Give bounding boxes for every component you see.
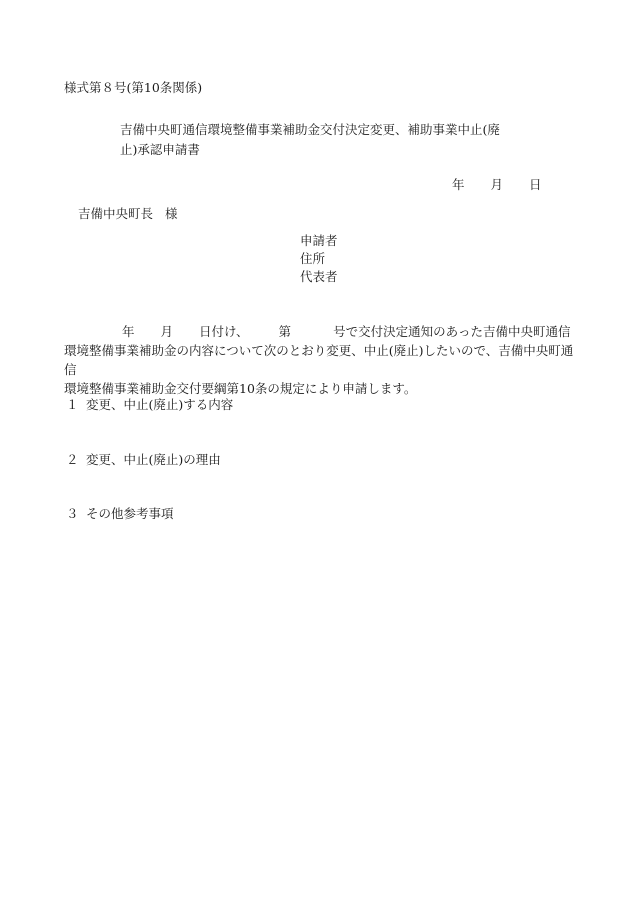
addressee xyxy=(78,206,178,222)
body-line-3: 環境整備事業補助金交付要綱第10条の規定により申請します。 xyxy=(64,381,417,396)
body-month: 月 xyxy=(160,324,174,339)
date-line xyxy=(452,177,542,193)
body-no-prefix: 第 xyxy=(278,324,292,339)
application-body xyxy=(64,322,576,398)
addressee-honorific: 様 xyxy=(165,206,178,221)
section-item-3 xyxy=(66,506,174,522)
section-item-2 xyxy=(66,452,221,468)
document-title xyxy=(120,120,500,160)
applicant-label: 申請者 xyxy=(300,233,338,248)
body-day-suffix: 日付け、 xyxy=(199,324,249,339)
address-label: 住所 xyxy=(300,251,326,266)
date-year-label: 年 xyxy=(452,177,465,192)
body-line-1 xyxy=(64,322,576,341)
addressee-name: 吉備中央町長 xyxy=(78,206,154,221)
section-label: 変更、中止(廃止)する内容 xyxy=(86,397,234,412)
body-year: 年 xyxy=(122,324,135,339)
section-item-1 xyxy=(66,397,233,413)
body-no-suffix: 号で交付決定通知のあった吉備中央町通信 xyxy=(333,324,571,339)
title-line-2: 止)承認申請書 xyxy=(120,142,200,157)
representative-label: 代表者 xyxy=(300,269,338,284)
section-number: ２ xyxy=(66,452,79,467)
section-number: １ xyxy=(66,397,79,412)
applicant-block xyxy=(300,232,338,286)
date-month-label: 月 xyxy=(490,177,504,192)
title-line-1: 吉備中央町通信環境整備事業補助金交付決定変更、補助事業中止(廃 xyxy=(120,122,500,137)
body-line-2: 環境整備事業補助金の内容について次のとおり変更、中止(廃止)したいので、吉備中央町通信 xyxy=(64,343,574,377)
section-number: ３ xyxy=(66,506,79,521)
date-day-label: 日 xyxy=(529,177,542,192)
form-number: 様式第８号(第10条関係) xyxy=(64,80,203,95)
section-label: 変更、中止(廃止)の理由 xyxy=(86,452,221,467)
section-label: その他参考事項 xyxy=(86,506,174,521)
